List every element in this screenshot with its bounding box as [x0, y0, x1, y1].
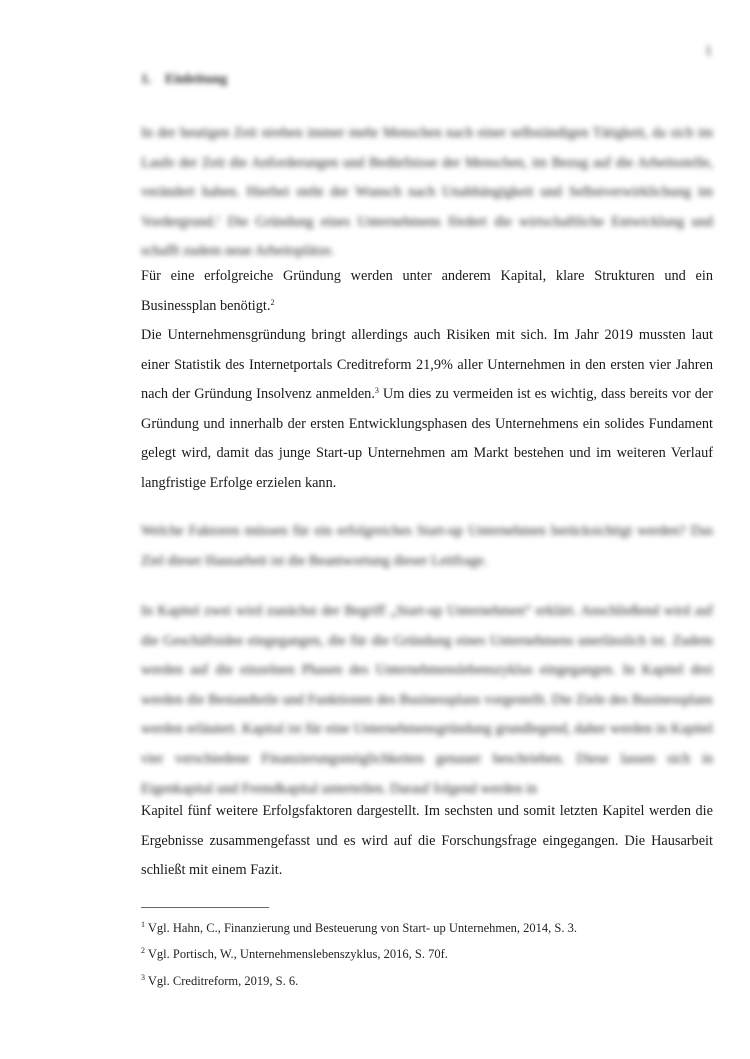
footnote-3: $^3$ Vgl. Creditreform, 2019, S. 6. [141, 973, 299, 988]
section-heading [141, 72, 227, 88]
page-number: 1 [705, 44, 712, 59]
footnote-2: $^2$ Vgl. Portisch, W., Unternehmenslebenszyklus, 2016, S. 70f. [141, 946, 448, 961]
paragraph-research-question: Welche Faktoren müssen für ein erfolgreiches Start-up Unternehmen berücksichtigt werden? Das Ziel dieser Hausarbeit ist die Beantwortung dieser Leitfrage. [141, 523, 713, 569]
section-number: 1. [141, 72, 152, 87]
paragraph-structure-blurred: In Kapitel zwei wird zunächst der Begriff „Start-up Unternehmen“ erklärt. Anschließend wird auf die Geschäftsidee eingegangen, die für die Gründung eines Unternehmens unerlässlich ist. Zudem werden auf die einzelnen Phasen des Unternehmenslebenszyklus eingegangen. In Kapitel drei werden die Bestandteile und Funktionen des Businessplans vorgestellt. Die Ziele des Businessplans werden erläutert. Kapital ist für eine Unternehmensgründung grundlegend, daher werden in Kapitel vier verschiedene Finanzierungsmöglichkeiten genauer beschrieben. Diese lassen sich in Eigenkapital und Fremdkapital unterteilen. Darauf folgend werden in [141, 603, 713, 797]
footnote-1: $^1$ Vgl. Hahn, C., Finanzierung und Besteuerung von Start- up Unternehmen, 2014, S. 3. [141, 920, 578, 935]
paragraph-risks: Die Unternehmensgründung bringt allerdings auch Risiken mit sich. Im Jahr 2019 mussten laut einer Statistik des Internetportals Creditreform 21,9% aller Unternehmen in den ersten vier Jahren nach der Gründung Insolvenz anmelden.$^3$ Um dies zu vermeiden ist es wichtig, dass bereits vor der Gründung und innerhalb der ersten Entwicklungsphasen des Unternehmens ein solides Fundament gelegt wird, damit das junge Start-up Unternehmen am Markt bestehen und im weiteren Verlauf langfristige Erfolge erzielen kann. [141, 327, 713, 491]
paragraph-requirements: Für eine erfolgreiche Gründung werden unter anderem Kapital, klare Strukturen und ein Businessplan benötigt.$^2$ [141, 268, 713, 314]
section-title: Einleitung [165, 72, 228, 87]
paragraph-structure-end: Kapitel fünf weitere Erfolgsfaktoren dargestellt. Im sechsten und somit letzten Kapitel werden die Ergebnisse zusammengefasst und es wird auf die Forschungsfrage eingegangen. Die Hausarbeit schließt mit einem Fazit. [141, 803, 713, 879]
footnote-ref: 3 [374, 386, 379, 396]
footnote-ref: 2 [270, 297, 275, 307]
footnote-divider [141, 907, 269, 908]
paragraph-intro: In der heutigen Zeit streben immer mehr Menschen nach einer selbständigen Tätigkeit, da sich im Laufe der Zeit die Anforderungen und Bedürfnisse der Menschen, im Bezug auf die Arbeitsstelle, verändert haben. Hierbei steht der Wunsch nach Unabhängigkeit und Selbstverwirklichung im Vordergrund.$^1$ Die Gründung eines Unternehmens fördert die wirtschaftliche Entwicklung und schafft zudem neue Arbeitsplätze. [141, 125, 713, 260]
footnote-ref: 1 [216, 213, 221, 223]
